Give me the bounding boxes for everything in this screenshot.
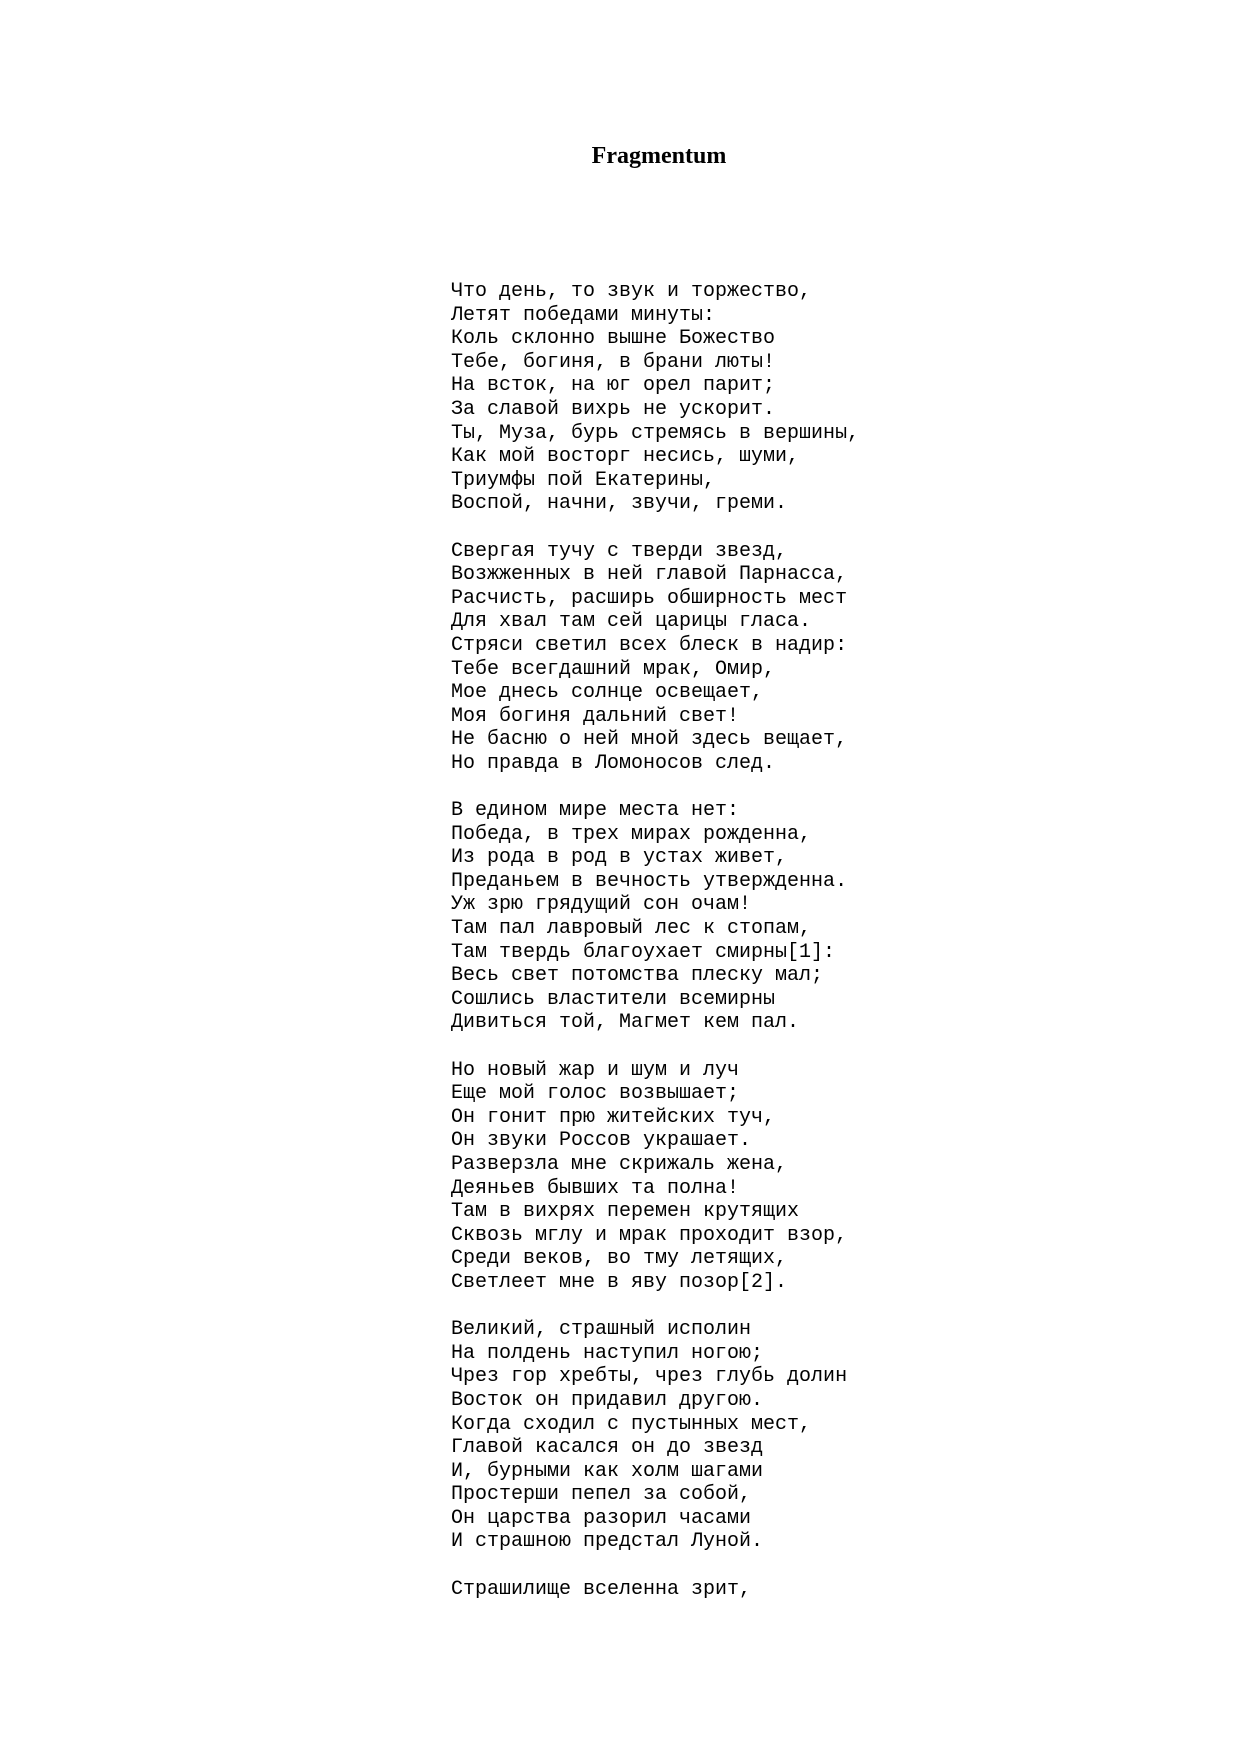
poem-line: Уж зрю грядущий сон очам! — [451, 893, 752, 917]
poem-stanza — [451, 540, 859, 776]
poem-line: Светлеет мне в яву позор[2]. — [451, 1270, 788, 1294]
poem-line: Как мой восторг несись, шуми, — [451, 445, 800, 469]
poem-line: Чрез гор хребты, чрез глубь долин — [451, 1365, 848, 1389]
poem-line: Расчисть, расширь обширность мест — [451, 586, 848, 610]
poem-line: В едином мире места нет: — [451, 799, 740, 823]
poem-line: Сошлись властители всемирны — [451, 987, 776, 1011]
poem-body — [451, 280, 859, 1625]
poem-line: Простерши пепел за собой, — [451, 1483, 752, 1507]
poem-line: Но правда в Ломоносов след. — [451, 751, 776, 775]
poem-line: За славой вихрь не ускорит. — [451, 397, 776, 421]
poem-line: Что день, то звук и торжество, — [451, 280, 812, 303]
poem-line: Воспой, начни, звучи, греми. — [451, 492, 788, 516]
poem-line: Дивиться той, Магмет кем пал. — [451, 1011, 800, 1035]
poem-line: Коль склонно вышне Божество — [451, 327, 776, 351]
poem-line: Мое днесь солнце освещает, — [451, 681, 764, 705]
poem-line: Там пал лавровый лес к стопам, — [451, 917, 812, 941]
poem-line: Летят победами минуты: — [451, 303, 716, 327]
poem-line: Среди веков, во тму летящих, — [451, 1247, 788, 1271]
poem-line: Стряси светил всех блеск в надир: — [451, 633, 848, 657]
page-title: Fragmentum — [591, 143, 727, 169]
poem-line: Восток он придавил другою. — [451, 1388, 764, 1412]
poem-line: Он царства разорил часами — [451, 1506, 752, 1530]
poem-line: Не басню о ней мной здесь вещает, — [451, 728, 848, 752]
poem-line: Моя богиня дальний свет! — [451, 704, 740, 728]
poem-line: Возжженных в ней главой Парнасса, — [451, 563, 848, 587]
poem-stanza — [451, 1059, 859, 1295]
poem-line: Но новый жар и шум и луч — [451, 1058, 740, 1082]
poem-line: Для хвал там сей царицы гласа. — [451, 610, 812, 634]
poem-stanza — [451, 799, 859, 1035]
poem-line: Там в вихрях перемен крутящих — [451, 1200, 800, 1224]
poem-line: Еще мой голос возвышает; — [451, 1082, 740, 1106]
poem-line: Разверзла мне скрижаль жена, — [451, 1152, 788, 1176]
poem-line: Когда сходил с пустынных мест, — [451, 1412, 812, 1436]
poem-stanza — [451, 1578, 859, 1602]
poem-line: На полдень наступил ногою; — [451, 1341, 764, 1365]
poem-line: Триумфы пой Екатерины, — [451, 468, 716, 492]
poem-line: Преданьем в вечность утвержденна. — [451, 869, 848, 893]
poem-line: Тебе всегдашний мрак, Омир, — [451, 657, 776, 681]
poem-line: Весь свет потомства плеску мал; — [451, 964, 824, 988]
poem-line: Свергая тучу с тверди звезд, — [451, 539, 788, 563]
poem-line: Он гонит прю житейских туч, — [451, 1105, 776, 1129]
poem-line: Из рода в род в устах живет, — [451, 846, 788, 870]
poem-stanza — [451, 280, 859, 516]
poem-line: Победа, в трех мирах рожденна, — [451, 822, 812, 846]
poem-line: Великий, страшный исполин — [451, 1318, 752, 1342]
poem-stanza — [451, 1318, 859, 1554]
poem-line: Он звуки Россов украшает. — [451, 1129, 752, 1153]
poem-line: Ты, Муза, бурь стремясь в вершины, — [451, 421, 860, 445]
poem-line: Страшилище вселенна зрит, — [451, 1577, 752, 1601]
poem-line: Главой касался он до звезд — [451, 1436, 764, 1460]
poem-line: Деяньев бывших та полна! — [451, 1176, 740, 1200]
poem-line: На всток, на юг орел парит; — [451, 374, 776, 398]
poem-line: Сквозь мглу и мрак проходит взор, — [451, 1223, 848, 1247]
poem-line: И страшною предстал Луной. — [451, 1530, 764, 1554]
poem-line: Тебе, богиня, в брани люты! — [451, 350, 776, 374]
poem-line: Там твердь благоухает смирны[1]: — [451, 940, 836, 964]
poem-line: И, бурными как холм шагами — [451, 1459, 764, 1483]
